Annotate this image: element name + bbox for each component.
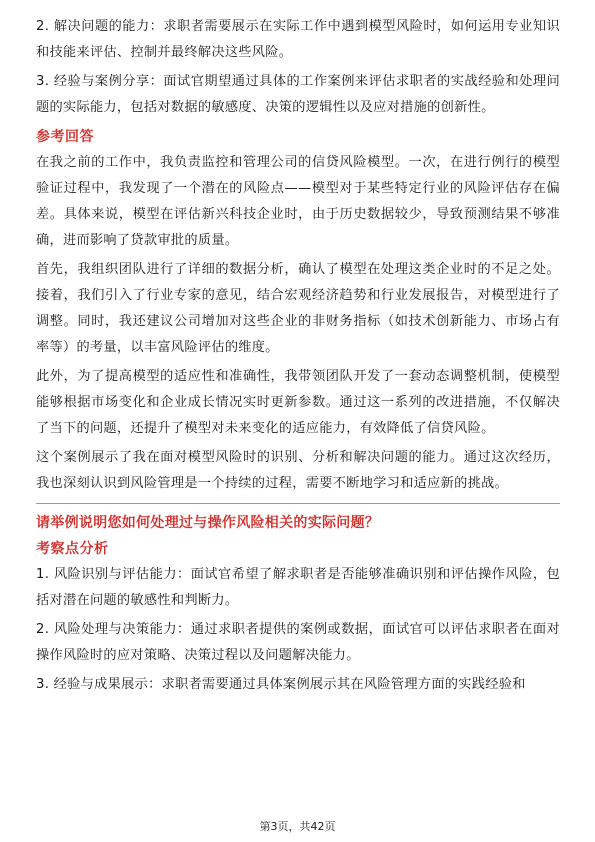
page-footer: 第3页，共42页 [259,820,336,833]
analysis-point-2: 2. 风险处理与决策能力：通过求职者提供的案例或数据，面试官可以评估求职者在面对操作风险时的应对策略、决策过程以及问题解决能力。 [36,622,560,663]
analysis-heading: 考察点分析 [36,541,109,557]
answer-paragraph-1: 在我之前的工作中，我负责监控和管理公司的信贷风险模型。一次，在进行例行的模型验证过程中，我发现了一个潜在的风险点——模型对于某些特定行业的风险评估存在偏差。具体来说，模型在评估新兴科技企业时，由于历史数据较少，导致预测结果不够准确，进而影响了贷款审批的质量。 [36,155,560,248]
point-3: 3. 经验与案例分享：面试官期望通过具体的工作案例来评估求职者的实战经验和处理问题的实际能力，包括对数据的敏感度、决策的逻辑性以及应对措施的创新性。 [36,74,560,115]
answer-heading: 参考回答 [36,129,94,145]
answer-paragraph-2: 首先，我组织团队进行了详细的数据分析，确认了模型在处理这类企业时的不足之处。接着，我们引入了行业专家的意见，结合宏观经济趋势和行业发展报告，对模型进行了调整。同时，我还建议公司增加对这些企业的非财务指标（如技术创新能力、市场占有率等）的考量，以丰富风险评估的维度。 [36,262,560,355]
answer-paragraph-3: 此外，为了提高模型的适应性和准确性，我带领团队开发了一套动态调整机制，使模型能够根据市场变化和企业成长情况实时更新参数。通过这一系列的改进措施，不仅解决了当下的问题，还提升了模型对未来变化的适应能力，有效降低了信贷风险。 [36,369,560,436]
answer-paragraph-4: 这个案例展示了我在面对模型风险时的识别、分析和解决问题的能力。通过这次经历，我也深刻认识到风险管理是一个持续的过程，需要不断地学习和适应新的挑战。 [36,450,560,491]
document-page [36,14,560,701]
analysis-point-3: 3. 经验与成果展示：求职者需要通过具体案例展示其在风险管理方面的实践经验和 [36,677,526,692]
question-heading: 请举例说明您如何处理过与操作风险相关的实际问题？ [36,515,380,531]
section-divider [36,503,560,504]
point-2: 2. 解决问题的能力：求职者需要展示在实际工作中遇到模型风险时，如何运用专业知识和技能来评估、控制并最终解决这些风险。 [36,19,560,60]
analysis-point-1: 1. 风险识别与评估能力：面试官希望了解求职者是否能够准确识别和评估操作风险，包括对潜在问题的敏感性和判断力。 [36,567,560,608]
